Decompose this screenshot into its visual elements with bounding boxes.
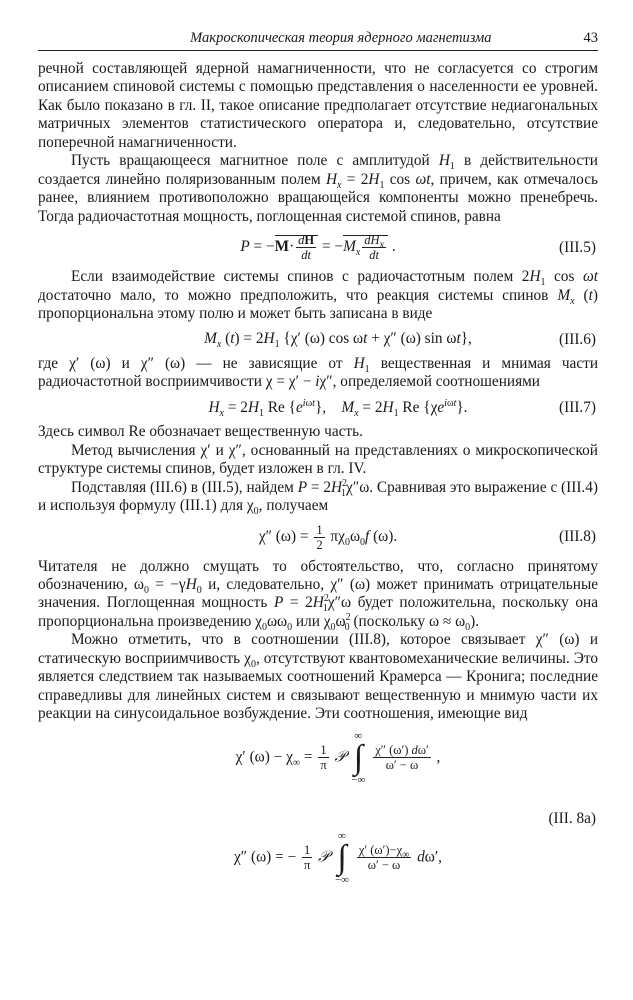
equation-number: (III.5) [559,238,596,256]
running-header [38,30,598,51]
equation-number: (III. 8a) [548,809,596,827]
equation-iii-7: $H_x = 2H_1$ Re $\{e^{i\omega t}\}$, $M_x = 2H_1$ Re $\{\chi e^{i\omega t}\}$. (III.7) [208,397,596,419]
paragraph-7: Подставляя (III.6) в (III.5), найдем $P = 2H^2_1\chi''\omega$. Сравнивая это выражение с (III.4) и используя формулу (III.1) для $\chi_0$, получаем [38,477,598,518]
equation-iii-8a [38,730,598,906]
paragraph-9: Можно отметить, что в соотношении (III.8), которое связывает χ″ (ω) и статическую восприимчивость $\chi_0$, отсутствуют квантовомеханические величины. Это является следствием так называемых соотношений Крамерса — Кронига; последние справедливы для линейных систем и связывают вещественную и мнимую части их реакции на синусоидальное возбуждение. Эти соотношения, имеющие вид [38,631,598,723]
paragraph-2: Пусть вращающееся магнитное поле с амплитудой $H_1$ в действительности создается линейно поляризованным полем $H_x = 2H_1$ cos ωt, причем, как отмечалось ранее, влиянием противоположно вращающейся компоненты можно пренебречь. Тогда радиочастотная мощность, поглощенная системой спинов, равна [38,152,598,225]
paragraph-4: где χ′ (ω) и χ″ (ω) — не зависящие от $H_1$ вещественная и мнимая части радиочастотной восприимчивости χ = χ′ − iχ″, определяемой соотношениями [38,354,599,391]
paragraph-8: Читателя не должно смущать то обстоятельство, что, согласно принятому обозначению, $\omega_0 = -\gamma H_0$ и, следовательно, χ″ (ω) может принимать отрицательные значения. Поглощенная мощность $P = 2H^2_1\chi''\omega$ будет положительна, поскольку она пропорциональна произведению $\chi_0\omega\omega_0$ или $\chi_0\omega^2_0$ (поскольку $\omega \approx \omega_0$). [38,557,599,633]
equation-iii-5: P = −M· $\frac{dH}{dt}$ = $-M_x$ $\frac{dH_x}{dt}$ . (III.5) [240,233,596,263]
equation-iii-8: χ″ (ω) = $\frac{1}{2}$ $\pi\chi_0\omega_0f$ (ω). (III.8) [258,522,596,552]
kramers-kronig-real: χ′ $(\omega) - \chi_\infty$ = $\frac{1}{\pi}$ 𝒫 ∞ ∫ −∞ $\frac{\chi'' (\omega') d\omega'}{\omega' - \omega}$ , [235,729,441,786]
paragraph-3: Если взаимодействие системы спинов с радиочастотным полем $2H_1$ cos ωt достаточно мало, то можно предположить, что реакция системы спинов $M_x$ (t) пропорциональна этому полю и может быть записана в виде [38,268,598,322]
equation-number: (III.8) [559,527,596,545]
page-number: 43 [583,30,598,46]
paragraph-6: Метод вычисления χ′ и χ″, основанный на представлениях о микроскопической структуре системы спинов, будет изложен в гл. IV. [38,441,598,478]
kramers-kronig-imag: χ″ (ω) = − $\frac{1}{\pi}$ 𝒫 ∞ ∫ −∞ $\frac{\chi' (\omega')-\chi_\infty}{\omega' - \omega}$ dω′, [233,829,442,886]
paragraph-5: Здесь символ Re обозначает вещественную часть. [38,423,363,441]
equation-number: (III.6) [559,330,596,348]
equation-number: (III.7) [559,398,596,416]
running-title: Макроскопическая теория ядерного магнетизма [190,30,492,46]
page-body [38,60,598,906]
paragraph-1: речной составляющей ядерной намагниченности, что не согласуется со строгим описанием спиновой системы с помощью представления о населенности ее уровней. Как было показано в гл. II, такое описание предполагает отсутствие недиагональных матричных элементов статистического оператора и, следовательно, отсутствие поперечной намагниченности. [38,60,598,151]
equation-iii-6: $M_x$ $(t) = 2H_1$ {χ′ (ω) cos ωt + χ″ (ω) sin ωt}, (III.6) [204,330,596,351]
